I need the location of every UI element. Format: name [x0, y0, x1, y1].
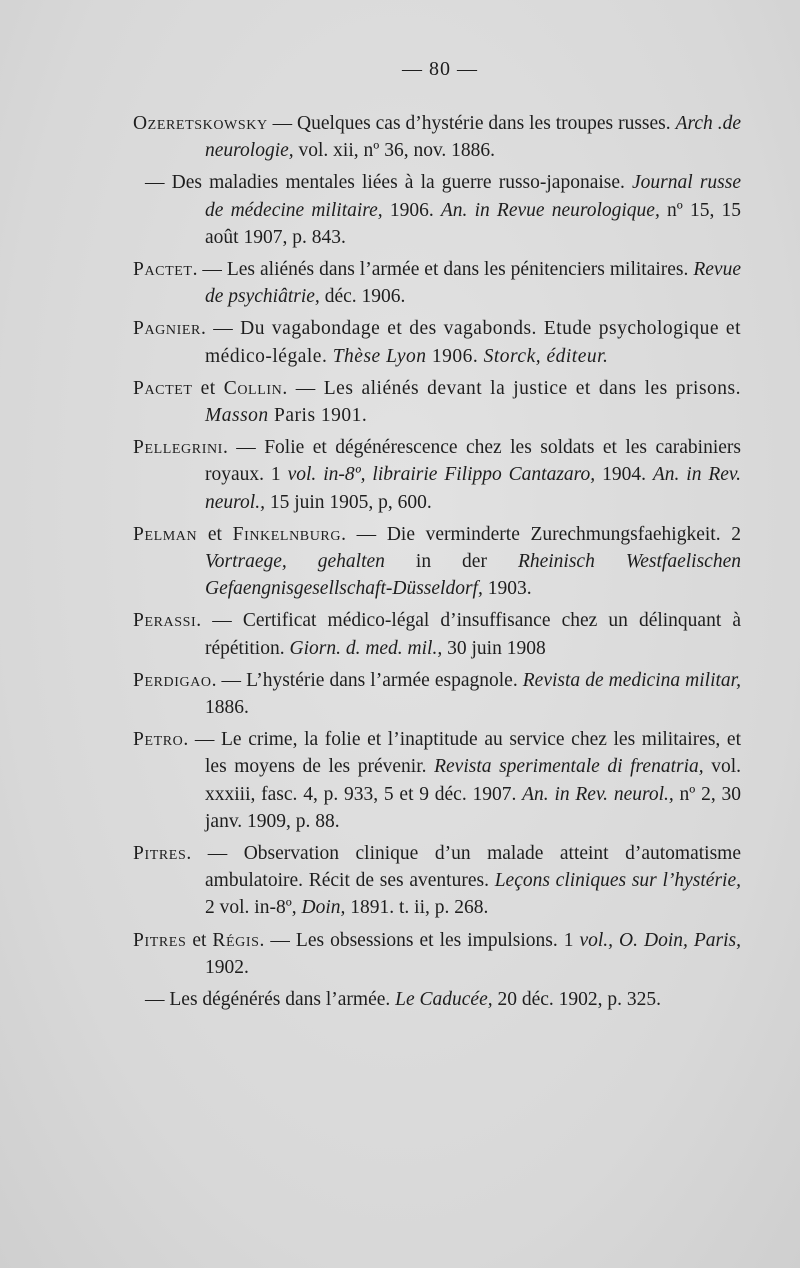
- entry-source: Journal russe de médecine militaire,: [205, 172, 741, 221]
- entry-text: 1906.: [426, 345, 484, 367]
- entry-source: vol., O. Doin, Paris,: [579, 929, 741, 951]
- entry-text: vol. xii, nº 36, nov. 1886.: [293, 140, 496, 162]
- entry-author: Pitres: [133, 843, 187, 865]
- bibliography-entry: [133, 927, 741, 981]
- entry-text: . — Les aliénés dans l’armée et dans les pénitenciers militaires.: [192, 259, 694, 281]
- entry-source: Thèse Lyon: [332, 345, 427, 367]
- entry-source: vol. in-8º, librairie Filippo Cantazaro,: [287, 464, 596, 486]
- entry-text: Paris 1901.: [268, 405, 368, 427]
- entry-connector: et: [192, 929, 207, 951]
- entry-source: Leçons cliniques sur l’hystérie,: [494, 870, 741, 892]
- entry-source: Revista de medicina militar,: [522, 669, 741, 691]
- entry-text: — Quelques cas d’hystérie dans les troupes russes.: [267, 113, 676, 134]
- entry-text: 1886.: [205, 697, 249, 719]
- bibliography-entry: [133, 315, 741, 369]
- entry-text: nº 15, 15 août 1907, p. 843.: [205, 199, 742, 248]
- entry-text: nº 2, 30 janv. 1909, p. 88.: [205, 783, 742, 832]
- entry-connector: et: [200, 377, 216, 399]
- entry-text: 20 déc. 1902, p. 325.: [492, 989, 662, 1011]
- entry-text: 30 juin 1908: [442, 637, 546, 659]
- entry-text: 2 vol. in-8º,: [205, 897, 302, 919]
- entry-source: Doin,: [301, 897, 346, 919]
- bibliography-entry: [133, 986, 741, 1013]
- entry-text: — Les dégénérés dans l’armée.: [145, 989, 396, 1011]
- entry-text: 1906.: [382, 199, 441, 221]
- entry-author: Pactet: [133, 377, 193, 399]
- entry-source: An. in Rev. neurol.,: [205, 464, 742, 513]
- entry-author: Finkelnburg: [232, 523, 342, 545]
- entry-author: Pitres: [133, 929, 187, 951]
- entry-text: vol. xxxiii, fasc. 4, p. 933, 5 et 9 déc. 1907.: [205, 756, 742, 805]
- entry-text: . — Observation clinique d’un malade atteint d’automatisme ambulatoire. Récit de ses aventures.: [186, 843, 741, 892]
- entry-source: Le Caducée,: [395, 989, 493, 1011]
- entry-source: Revista sperimentale di frenatria,: [434, 756, 704, 778]
- entry-text: . — Folie et dégénérescence chez les soldats et les carabiniers royaux. 1: [205, 437, 741, 486]
- entry-text: . — Die verminderte Zurechmungsfaehigkeit. 2: [341, 523, 741, 545]
- entry-text: déc. 1906.: [319, 286, 406, 308]
- bibliography-entry: [133, 667, 741, 721]
- bibliography-entry: [133, 169, 741, 251]
- entry-source: An. in Rev. neurol.,: [522, 783, 674, 805]
- entry-connector: et: [207, 523, 222, 545]
- entry-author: Pactet: [133, 259, 193, 281]
- entry-text: . — Les aliénés devant la justice et dans les prisons.: [282, 377, 742, 399]
- bibliography-entry: [133, 256, 741, 310]
- bibliography-entry: [133, 434, 741, 516]
- entry-author: Petro: [133, 729, 184, 751]
- entry-text: . — Certificat médico-légal d’insuffisance chez un délinquant à répétition.: [196, 610, 741, 659]
- entry-author: Collin: [223, 377, 283, 399]
- entry-source: Giorn. d. med. mil.,: [289, 637, 443, 659]
- entry-author: Régis: [212, 929, 260, 951]
- bibliography-entry: [133, 840, 741, 922]
- entry-source: Masson: [205, 405, 269, 427]
- entry-text: 1904.: [595, 464, 653, 486]
- entry-text: — Des maladies mentales liées à la guerre russo-japonaise.: [145, 172, 633, 194]
- entry-text: 1891. t. ii, p. 268.: [345, 897, 489, 919]
- entry-author: Perassi: [133, 610, 197, 632]
- bibliography-entry: [133, 375, 741, 429]
- entry-source: Vortraege, gehalten: [205, 551, 385, 573]
- entry-author: Pagnier: [133, 318, 201, 340]
- entry-text: in der: [384, 551, 518, 573]
- entry-source: An. in Revue neurologique,: [440, 199, 660, 221]
- entry-source: Revue de psychiâtrie,: [205, 259, 741, 308]
- entry-text: 1903.: [482, 578, 532, 600]
- entry-source: Rheinisch Westfaelischen Gefaengnisgesellschaft-Düsseldorf,: [205, 551, 741, 600]
- entry-text: 1902.: [205, 956, 249, 978]
- entry-text: . — Les obsessions et les impulsions. 1: [259, 929, 580, 951]
- entry-author: Perdigao: [133, 669, 212, 691]
- bibliography-entry: [133, 607, 741, 661]
- entry-author: Pellegrini: [133, 437, 223, 459]
- entry-text: . — Le crime, la folie et l’inaptitude au service chez les militaires, et les moyens de les prévenir.: [183, 729, 741, 778]
- entry-text: . — L’hystérie dans l’armée espagnole.: [211, 669, 523, 691]
- entry-source: Arch .de neurologie,: [205, 113, 741, 162]
- entry-text: . — Du vagabondage et des vagabonds. Etude psychologique et médico-légale.: [200, 318, 741, 367]
- bibliography-entry: [133, 726, 741, 835]
- page-number: — 80 —: [402, 58, 478, 80]
- entry-author: Pelman: [133, 523, 198, 545]
- bibliography-entry: [133, 110, 741, 164]
- bibliography-list: [133, 110, 741, 1018]
- entry-text: 15 juin 1905, p, 600.: [264, 491, 432, 513]
- bibliography-entry: [133, 521, 741, 603]
- entry-author: Ozeretskowsky: [133, 113, 268, 134]
- entry-source: Storck, éditeur.: [483, 345, 609, 367]
